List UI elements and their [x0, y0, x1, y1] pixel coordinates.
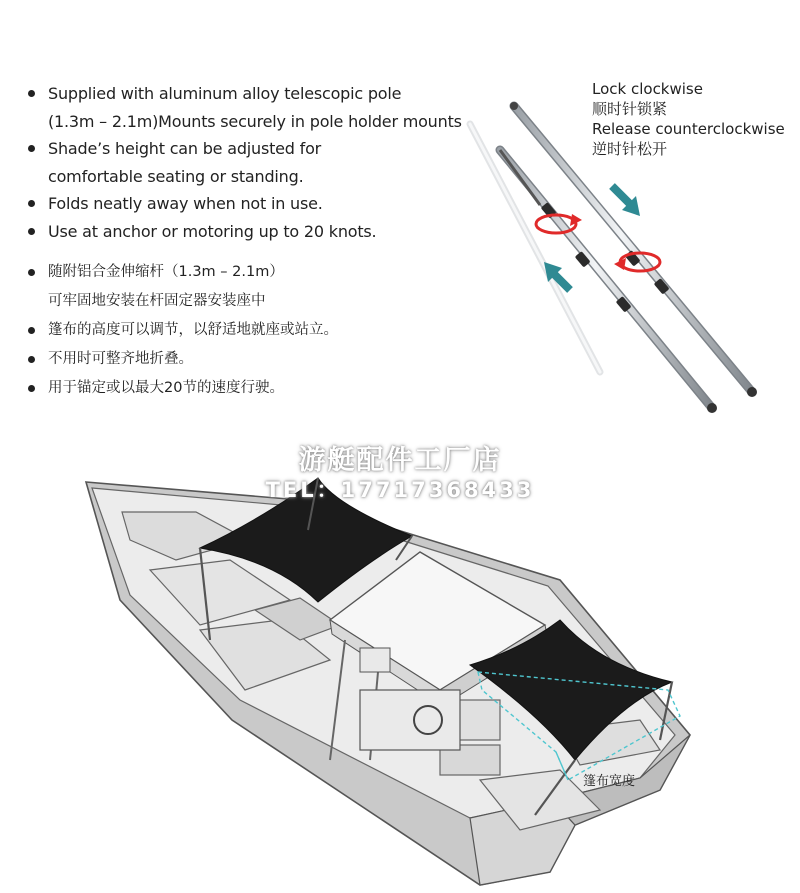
feature-en-line: Supplied with aluminum alloy telescopic pole	[48, 84, 402, 103]
shade-width-label: 篷布宽度	[583, 774, 636, 789]
feature-en-line: comfortable seating or standing.	[48, 166, 304, 186]
feature-en-line: (1.3m – 2.1m)Mounts securely in pole holder mounts	[48, 111, 462, 131]
feature-cn-line: 可牢固地安装在杆固定器安装座中	[48, 293, 266, 309]
feature-en-line: Folds neatly away when not in use.	[48, 194, 323, 213]
release-counterclockwise-cn-text: 逆时针松开	[592, 140, 668, 158]
lock-clockwise-cn-text: 顺时针锁紧	[592, 100, 668, 118]
feature-cn-line: 用于锚定或以最大20节的速度行驶。	[48, 380, 284, 396]
feature-cn-line: 篷布的高度可以调节，以舒适地就座或站立。	[48, 322, 338, 338]
feature-en-line: Use at anchor or motoring up to 20 knots.	[48, 221, 377, 241]
release-counterclockwise-text: Release counterclockwise	[592, 120, 785, 138]
feature-cn-line: 随附铝合金伸缩杆（1.3m – 2.1m）	[48, 264, 284, 280]
feature-cn-line: 不用时可整齐地折叠。	[48, 351, 193, 367]
watermark-phone: TEL：17717368433	[265, 478, 535, 502]
lock-clockwise-text: Lock clockwise	[592, 80, 703, 98]
watermark-shop-name: 游艇配件工厂店	[298, 445, 502, 476]
feature-en-line: Shade’s height can be adjusted for	[48, 139, 322, 158]
